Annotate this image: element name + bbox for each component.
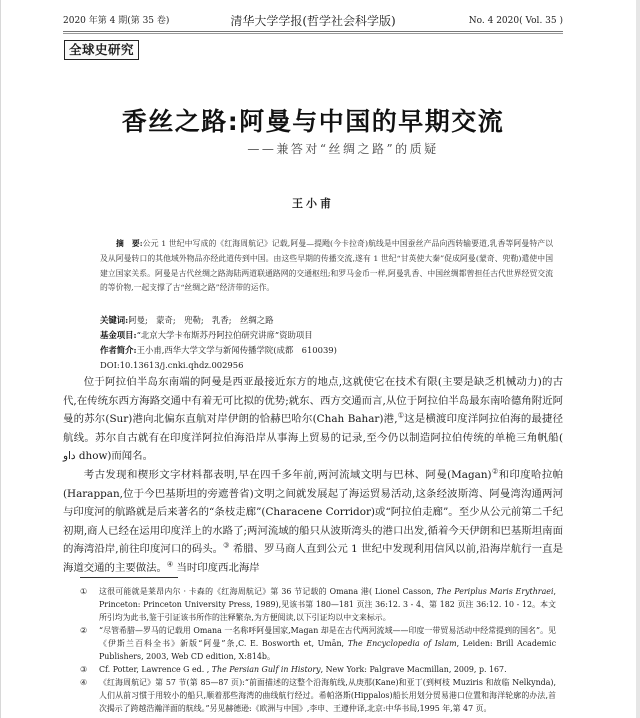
author-info xyxy=(100,344,553,356)
abstract-label: 摘 要: xyxy=(116,239,143,248)
keywords-text: 阿曼; 蒙奇; 兜勒; 乳香; 丝绸之路 xyxy=(128,315,274,325)
fund-text: “北京大学卡布斯苏丹阿拉伯研究讲席”资助项目 xyxy=(136,330,313,340)
footnote-number: ① xyxy=(80,587,88,596)
footnote-number: ② xyxy=(80,626,88,635)
column-tag: 全球史研究 xyxy=(64,40,139,60)
article-subtitle: ——兼答对“丝绸之路”的质疑 xyxy=(247,142,439,156)
fund-info xyxy=(100,329,553,341)
doi[interactable]: DOI:10.13613/j.cnki.qhdz.002956 xyxy=(100,360,244,370)
author-info-text: 王小甫,西华大学文学与新闻传播学院(成都 610039) xyxy=(136,345,337,355)
paragraph-1: 位于阿拉伯半岛东南端的阿曼是西亚最接近东方的地点,这就使它在技术有限(主要是缺乏机械动力)的古代,在传统东西方海路交通中有着无可比拟的优势;就东、西方交通而言,从位于阿拉伯半岛最东南哈德角附近阿曼的苏尔(Sur)港向北偏东直航对岸伊朗的恰赫巴哈尔(Chah Bahar)港,①这是横渡印度洋阿拉伯海的最捷径航线。苏尔自古就有在印度洋阿拉伯海沿岸从事海上贸易的记录,至今仍以制造阿拉伯传统的单桅三角帆船( داو dhow)而闻名。 xyxy=(63,376,564,463)
abstract-text: 公元 1 世纪中写成的《红海周航记》记载,阿曼—提飏(今卡拉奇)航线是中国蚕丝产品向西转输要道,乳香等阿曼特产以及从阿曼转口的其他域外物品亦经此道传到中国。由这些早期的传播交流,遂有 1 世纪“甘英使大秦”促成阿曼(蒙奇、兜勒)遣使中国建立国家关系。阿曼是古代丝绸之路海陆两道联通路网的交通枢纽;和罗马金币一样,阿曼乳香、中国丝绸都曾担任古代世界经贸交流的等价物,一起支撑了古“丝绸之路”经济带的运作。 xyxy=(100,239,553,293)
issue-info: 2020 年第 4 期(第 35 卷) xyxy=(63,16,170,26)
page-left-edge xyxy=(0,0,1,718)
footnote-ref-4[interactable]: ④ xyxy=(166,560,174,569)
body-text xyxy=(63,373,563,578)
footnote-number: ③ xyxy=(80,665,88,674)
author-info-label: 作者简介: xyxy=(100,345,137,355)
abstract xyxy=(100,237,553,296)
footnote-ref-2[interactable]: ② xyxy=(491,467,499,476)
running-header xyxy=(63,13,563,29)
footnote-ref-3[interactable]: ③ xyxy=(223,541,230,550)
header-rule xyxy=(63,31,563,34)
footnote-ref-1[interactable]: ① xyxy=(397,411,405,420)
keywords-label: 关键词: xyxy=(100,315,129,325)
footnote-3: ③ Cf. Potter, Lawrence G ed. , The Persian Gulf in History, New York: Palgrave Macmillan, 2009, p. 167. xyxy=(80,665,507,674)
author-name: 王小甫 xyxy=(292,197,334,210)
footnote-rule xyxy=(80,577,178,578)
footnotes xyxy=(80,585,556,715)
page-right-edge xyxy=(636,0,640,718)
footnote-1: ① 这很可能就是莱昂内尔 · 卡森的《红海周航记》第 36 节记载的 Omana 港( Lionel Casson, The Periplus Maris Erythraei, Princeton: Princeton University Press, 1989),见该书第 180—181 页注 36:12. 3 - 4、第 182 页注 36:12. 10 - 12。本文所引均为此书,鉴于引证该书所作的注释繁杂,为方便阅读,以下引证均以中文来标示。 xyxy=(80,587,556,622)
fund-label: 基金项目: xyxy=(100,330,137,340)
journal-name: 清华大学学报(哲学社会科学版) xyxy=(230,14,396,28)
footnote-4: ④ 《红海周航记》第 57 节(第 85—87 页):“前面描述的这整个沿海航线,从庚那(Kane)和亚丁(到柯枝 Muziris 和故临 Nelkynda),人们从前习惯于用较小的船只,顺着那些海湾的曲线航行经过。希帕洛斯(Hippalos)船长用划分贸易港口位置和海洋轮廓的办法,首次揭示了跨越浩瀚洋面的航线。”另见赫德逊:《欧洲与中国》,李申、王遵仲译,北京:中华书局,1995 年,第 47 页。 xyxy=(80,678,556,713)
issue-info-english: No. 4 2020( Vol. 35 ) xyxy=(468,16,563,26)
paragraph-2: 考古发现和楔形文字材料都表明,早在四千多年前,两河流域文明与巴林、阿曼(Magan)②和印度哈拉帕(Harappan,位于今巴基斯坦的旁遮普省)文明之间就发展起了海运贸易活动,这条经波斯湾、阿曼湾沟通两河与印度河的航路就是后来著名的“条枝走廊”(Characene Corridor)或“阿拉伯走廊”。至少从公元前第二千纪初期,商人已经在运用印度洋上的水路了;两河流域的船只从波斯湾头的港口出发,循着今天伊朗和巴基斯坦南面的海湾沿岸,前往印度河口的码头。③ 希腊、罗马商人直到公元 1 世纪中发现利用信风以前,沿海岸航行一直是海道交通的主要做法。④ 当时印度西北海岸 xyxy=(63,467,564,574)
keywords xyxy=(100,314,553,326)
footnote-number: ④ xyxy=(80,678,88,687)
article-title: 香丝之路:阿曼与中国的早期交流 xyxy=(121,107,505,136)
footnote-2: ② “尽管希腊—罗马的记载用 Omana 一名称呼阿曼国家,Magan 却是在古代两河流域——印度一带贸易活动中经常提到的国名”。见《伊斯兰百科全书》新版“阿曼”条,C. E. Bosworth et, Umān, The Encyclopedia of Islam, Leiden: Brill Academic Publishers, 2003, Web CD edition, X:814b。 xyxy=(80,626,556,661)
